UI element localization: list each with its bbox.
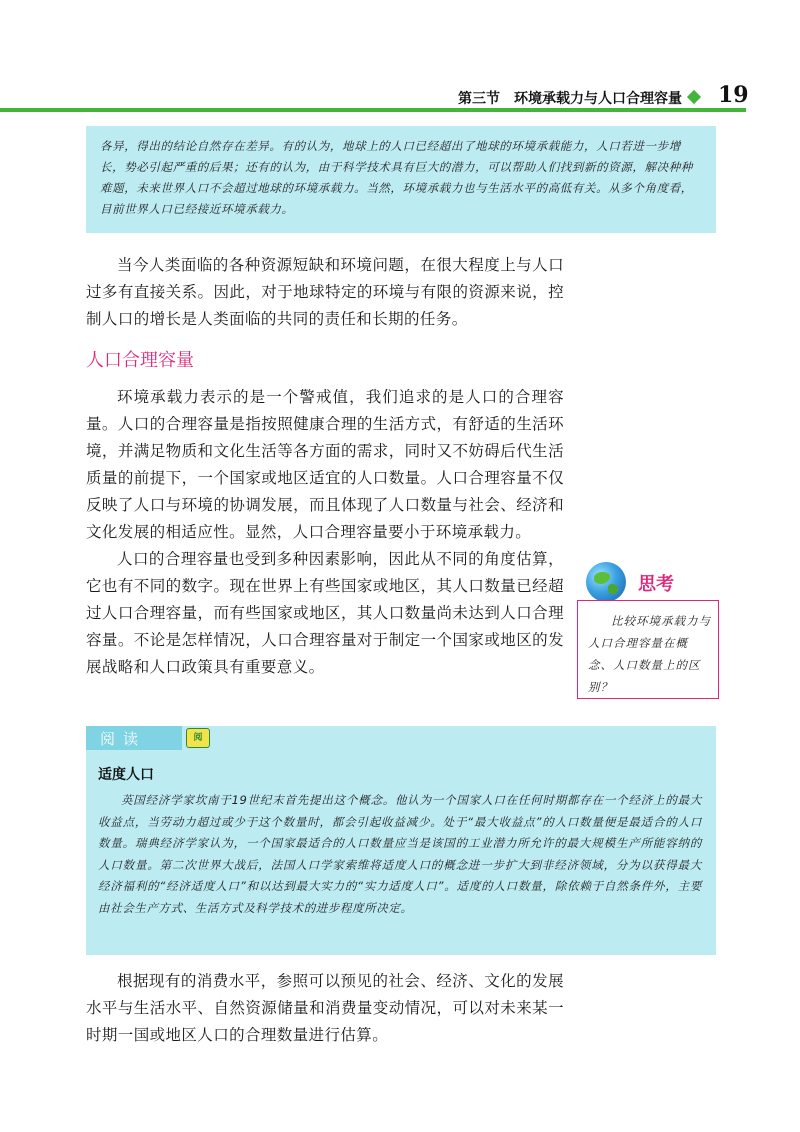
diamond-icon (687, 90, 701, 104)
closing-paragraph-text: 根据现有的消费水平，参照可以预见的社会、经济、文化的发展水平与生活水平、自然资源储量和消费量变动情况，可以对未来某一时期一国或地区人口的合理数量进行估算。 (86, 972, 564, 1044)
continued-note-text: 各异，得出的结论自然存在差异。有的认为，地球上的人口已经超出了地球的环境承载能力，人口若进一步增长，势必引起严重的后果；还有的认为，由于科学技术具有巨大的潜力，可以帮助人们找到新的资源，解决种种难题，未来世界人口不会超过地球的环境承载力。当然，环境承载力也与生活水平的高低有关。从多个角度看，目前世界人口已经接近环境承载力。 (100, 139, 693, 216)
reading-text-block (98, 790, 702, 919)
chapter-title: 第三节 环境承载力与人口合理容量 (458, 91, 682, 107)
book-icon: 阅 (186, 728, 210, 748)
section-paragraph-1: 环境承载力表示的是一个警戒值，我们追求的是人口的合理容量。人口的合理容量是指按照健康合理的生活方式，有舒适的生活环境，并满足物质和文化生活等各方面的需求，同时又不妨碍后代生活质量的前提下，一个国家或地区适宜的人口数量。人口合理容量不仅反映了人口与环境的协调发展，而且体现了人口数量与社会、经济和文化发展的相适应性。显然，人口合理容量要小于环境承载力。 (86, 388, 564, 541)
continued-note-box (86, 126, 716, 233)
reading-heading: 适度人口 (98, 767, 154, 783)
section-body (86, 384, 564, 681)
think-title: 思考 (638, 574, 674, 595)
reading-label: 阅读 (100, 730, 147, 748)
reading-paragraph: 英国经济学家坎南于19世纪末首先提出这个概念。他认为一个国家人口在任何时期都存在一个经济上的最大收益点，当劳动力超过或少于这个数量时，都会引起收益减少。处于“最大收益点”的人口数量便是最适合的人口数量。瑞典经济学家认为，一个国家最适合的人口数量应当是该国的工业潜力所允许的最大规模生产所能容纳的人口数量。第二次世界大战后，法国人口学家索维将适度人口的概念进一步扩大到非经济领域，分为以获得最大经济福利的“经济适度人口”和以达到最大实力的“实力适度人口”。适度的人口数量，除依赖于自然条件外，主要由社会生产方式、生活方式及科学技术的进步程度所决定。 (98, 793, 702, 915)
think-box (577, 600, 719, 699)
intro-paragraph-text: 当今人类面临的各种资源短缺和环境问题，在很大程度上与人口过多有直接关系。因此，对于地球特定的环境与有限的资源来说，控制人口的增长是人类面临的共同的责任和长期的任务。 (86, 256, 564, 328)
intro-paragraph (86, 252, 564, 333)
section-paragraph-2: 人口的合理容量也受到多种因素影响，因此从不同的角度估算，它也有不同的数字。现在世界上有些国家或地区，其人口数量已经超过人口合理容量，而有些国家或地区，其人口数量尚未达到人口合理容量。不论是怎样情况，人口合理容量对于制定一个国家或地区的发展战略和人口政策具有重要意义。 (86, 550, 564, 676)
globe-land-shape (608, 584, 618, 594)
think-question: 比较环境承载力与人口合理容量在概念、人口数量上的区别？ (588, 614, 711, 694)
page-number: 19 (718, 82, 749, 108)
closing-paragraph (86, 968, 564, 1049)
section-heading: 人口合理容量 (86, 350, 194, 371)
header-rule (0, 108, 746, 112)
